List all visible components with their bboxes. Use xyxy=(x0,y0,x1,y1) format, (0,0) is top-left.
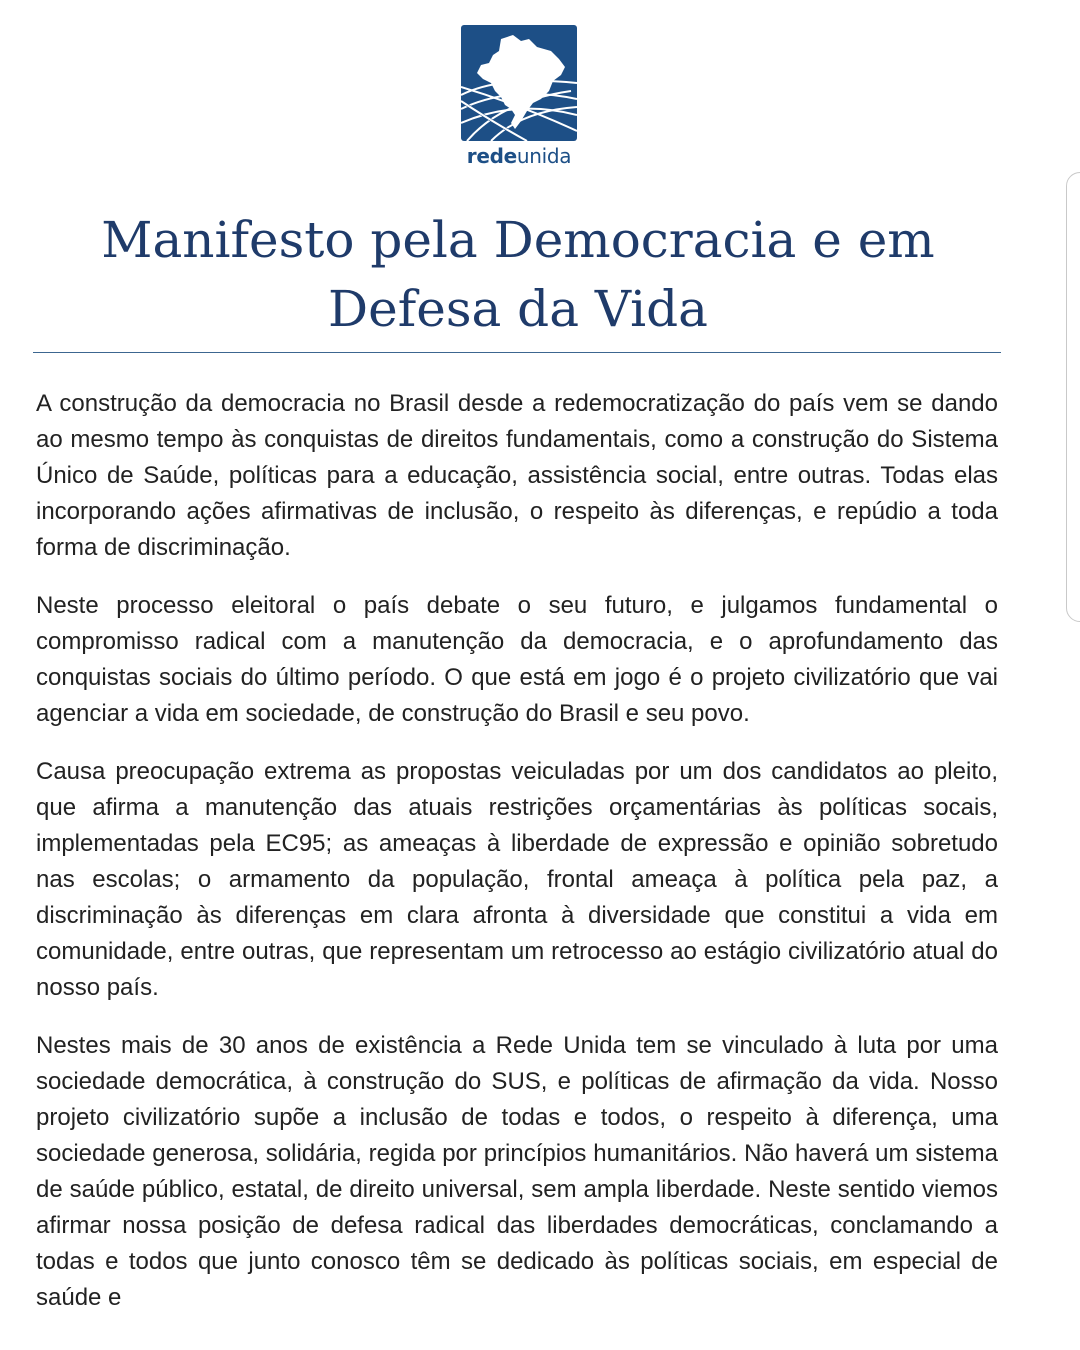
brand-bold: rede xyxy=(466,144,517,168)
title-divider xyxy=(33,352,1001,353)
scroll-handle[interactable] xyxy=(1066,172,1080,622)
paragraph-2: Neste processo eleitoral o país debate o seu futuro, e julgamos fundamental o compromisso radical com a manutenção da democracia, e o aprofundamento das conquistas sociais do último período. O que está em jogo é o projeto civilizatório que vai agenciar a vida em sociedade, de construção do Brasil e seu povo. xyxy=(36,592,998,727)
document-title: Manifesto pela Democracia e em Defesa da Vida xyxy=(101,211,935,338)
document-body xyxy=(36,386,998,1338)
brazil-map-logo-icon xyxy=(461,25,577,141)
brand-wordmark xyxy=(461,142,577,170)
paragraph-4: Nestes mais de 30 anos de existência a Rede Unida tem se vinculado à luta por uma sociedade democrática, à construção do SUS, e políticas de afirmação da vida. Nosso projeto civilizatório supõe a inclusão de todas e todos, o respeito à diferença, uma sociedade generosa, solidária, regida por princípios humanitários. Não haverá um sistema de saúde público, estatal, de direito universal, sem ampla liberdade. Neste sentido viemos afirmar nossa posição de defesa radical das liberdades democráticas, conclamando a todas e todos que junto conosco têm se dedicado às políticas sociais, em especial de saúde e xyxy=(36,1032,998,1311)
brand-regular: unida xyxy=(516,144,572,168)
rede-unida-logo xyxy=(461,25,577,141)
paragraph-1: A construção da democracia no Brasil desde a redemocratização do país vem se dando ao mesmo tempo às conquistas de direitos fundamentais, como a construção do Sistema Único de Saúde, políticas para a educação, assistência social, entre outras. Todas elas incorporando ações afirmativas de inclusão, o respeito às diferenças, e repúdio a toda forma de discriminação. xyxy=(36,390,998,561)
paragraph-3: Causa preocupação extrema as propostas veiculadas por um dos candidatos ao pleito, que afirma a manutenção das atuais restrições orçamentárias às políticas socais, implementadas pela EC95; as ameaças à liberdade de expressão e opinião sobretudo nas escolas; o armamento da população, frontal ameaça à política pela paz, a discriminação às diferenças em clara afronta à diversidade que constitui a vida em comunidade, entre outras, que representam um retrocesso ao estágio civilizatório atual do nosso país. xyxy=(36,758,998,1001)
